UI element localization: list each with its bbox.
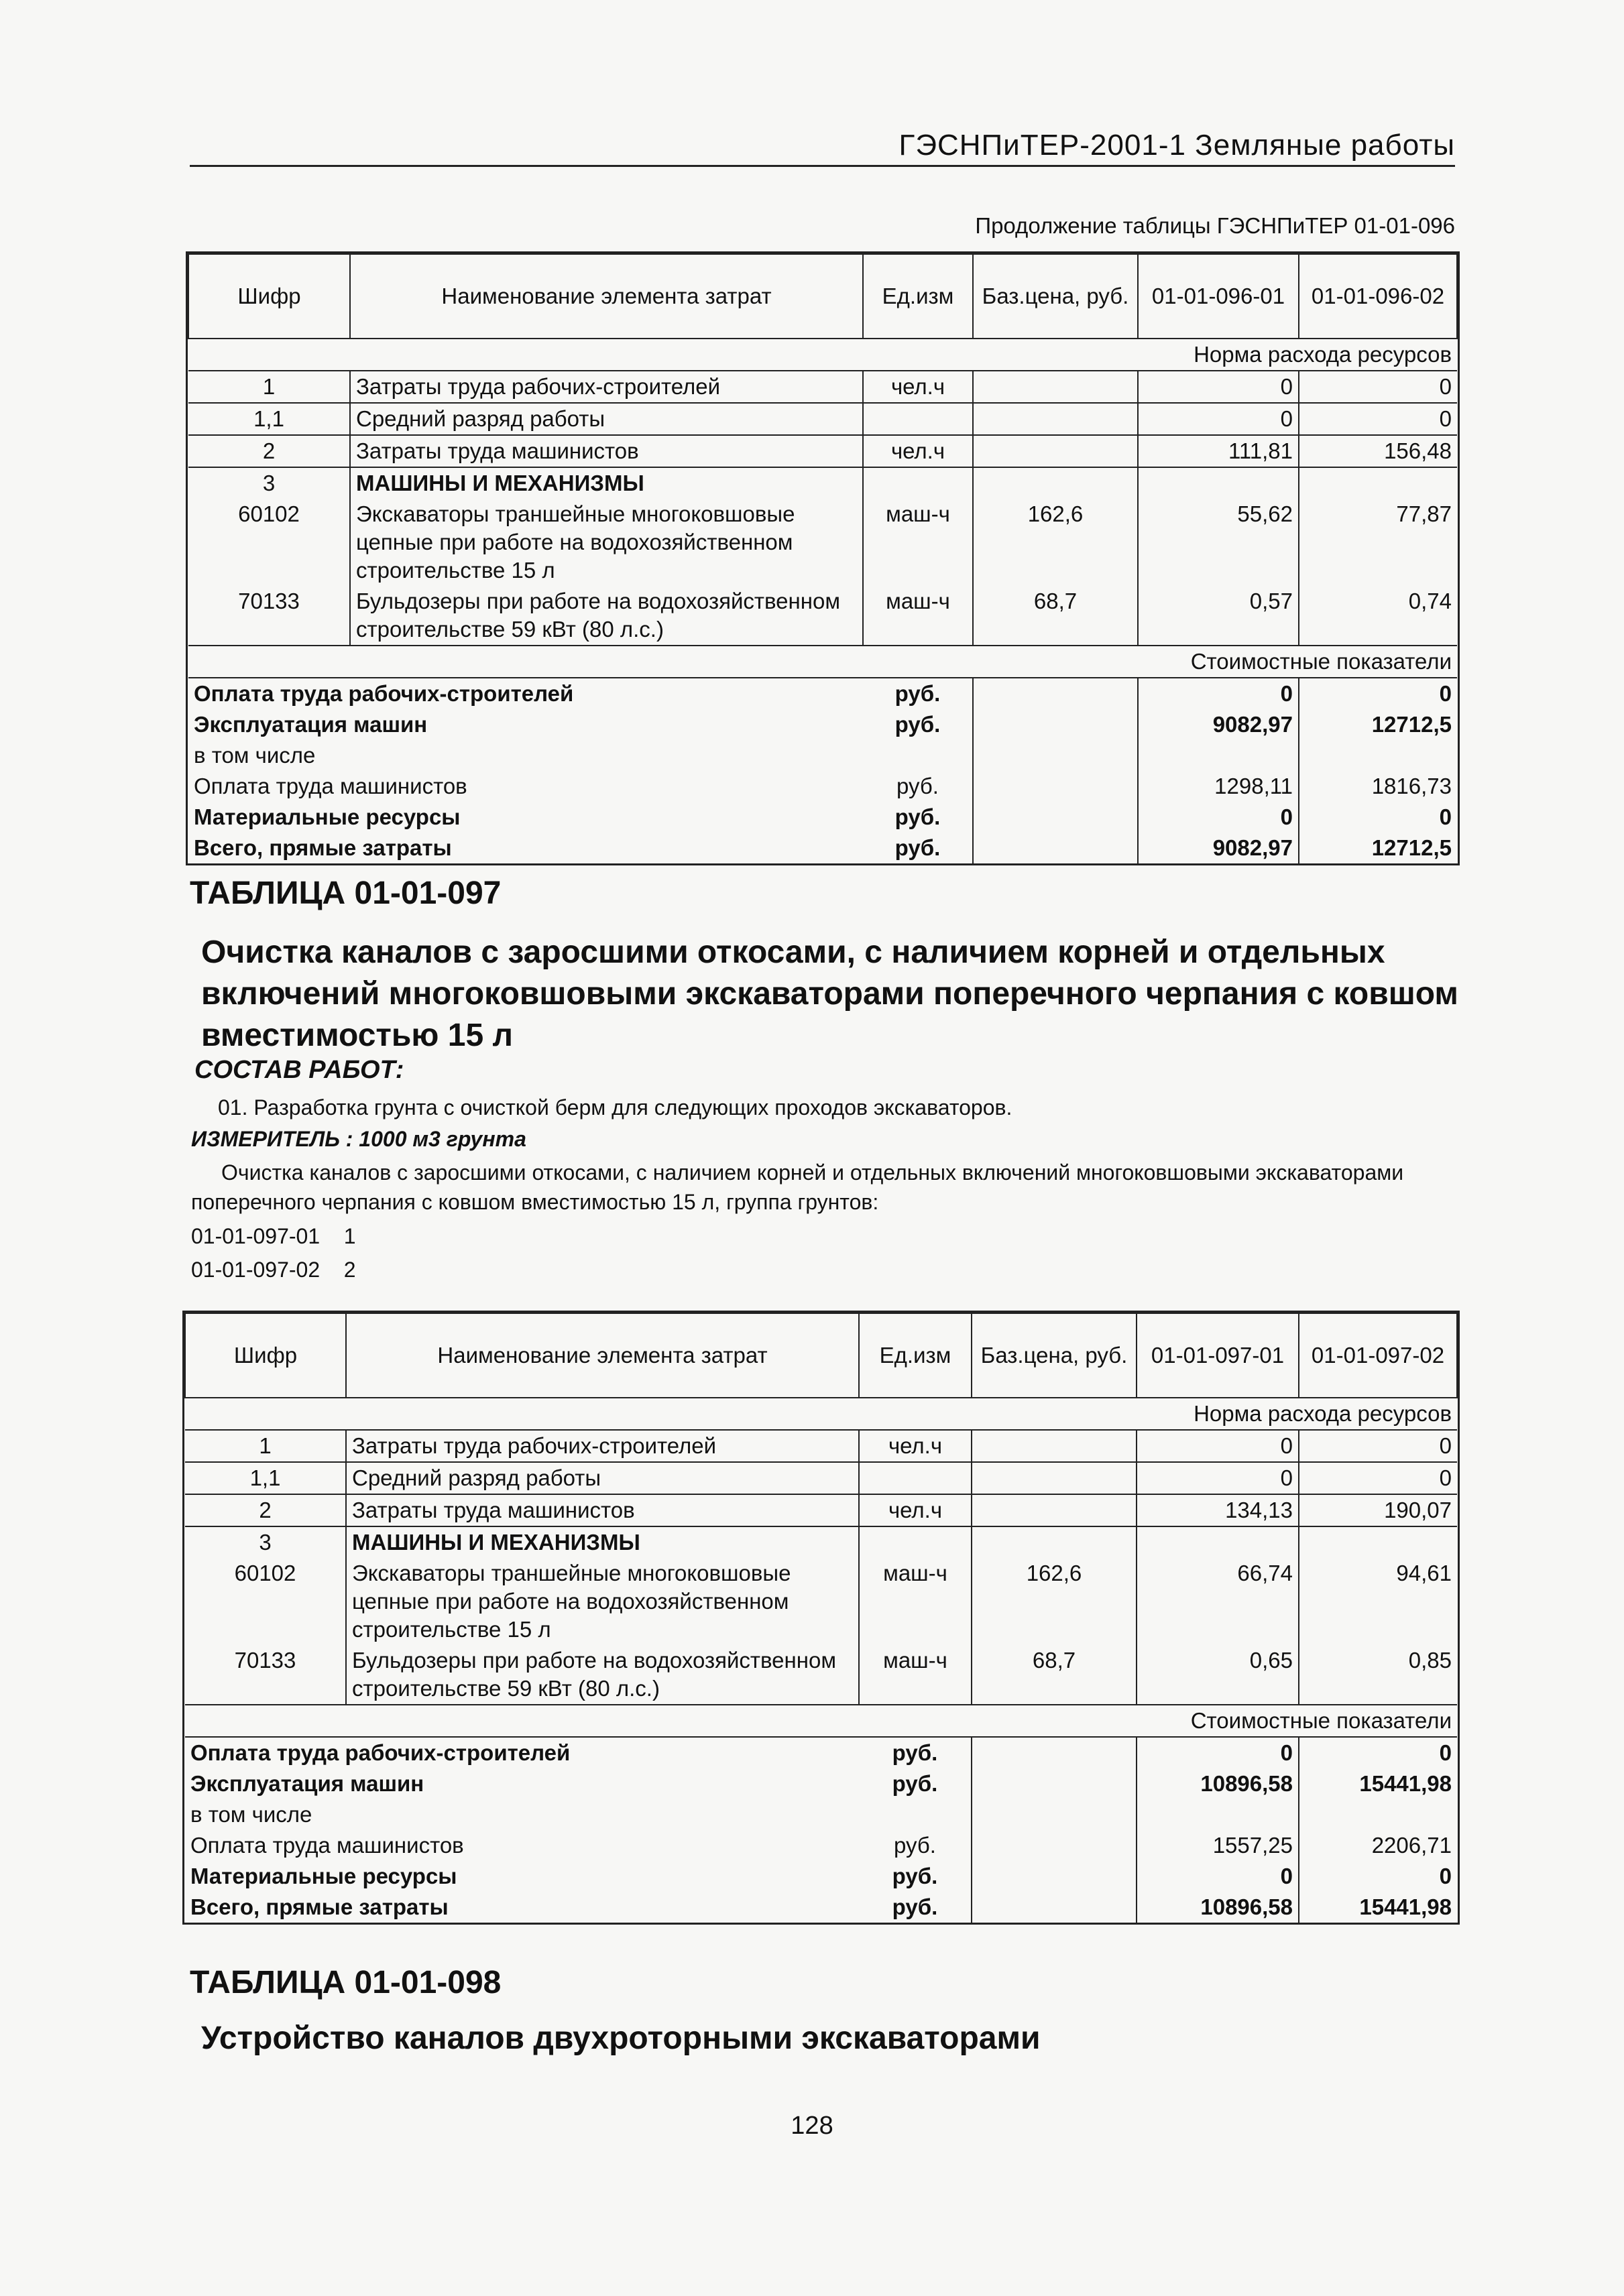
running-header: ГЭСНПиТЕР-2001-1 Земляные работы bbox=[190, 129, 1455, 167]
variant-code: 01-01-097-02 bbox=[191, 1258, 321, 1282]
cost-unit: руб. bbox=[894, 804, 941, 829]
cost-unit bbox=[859, 1799, 972, 1830]
cost-name: Оплата труда рабочих-строителей bbox=[194, 681, 574, 706]
row-value-1 bbox=[1137, 1526, 1299, 1558]
row-price bbox=[972, 1430, 1137, 1462]
row-price bbox=[973, 435, 1138, 467]
row-value-1: 134,13 bbox=[1137, 1494, 1299, 1526]
row-code: 3 bbox=[262, 471, 276, 495]
row-value-2: 0 bbox=[1299, 403, 1457, 435]
cost-value-2: 2206,71 bbox=[1371, 1833, 1452, 1858]
cost-value-1: 10896,58 bbox=[1137, 1768, 1299, 1799]
row-code: 70133 bbox=[188, 586, 350, 646]
cost-value-2: 0 bbox=[1439, 804, 1452, 829]
row-unit: маш-ч bbox=[863, 586, 973, 646]
row-value-2 bbox=[1299, 467, 1457, 499]
row-unit: маш-ч bbox=[863, 499, 973, 586]
cost-row bbox=[188, 709, 1457, 740]
table-row bbox=[185, 1494, 1457, 1526]
col-variant-1: 01-01-096-01 bbox=[1138, 254, 1299, 339]
col-name: Наименование элемента затрат bbox=[346, 1313, 859, 1398]
row-value-1: 66,74 bbox=[1137, 1558, 1299, 1645]
cost-unit: руб. bbox=[892, 1740, 938, 1765]
col-unit: Ед.изм bbox=[859, 1313, 972, 1398]
row-unit: маш-ч bbox=[859, 1558, 972, 1645]
cost-value-2 bbox=[1299, 1799, 1457, 1830]
cost-row bbox=[188, 771, 1457, 802]
cost-row bbox=[185, 1737, 1457, 1768]
row-value-2: 94,61 bbox=[1396, 1561, 1452, 1585]
row-price bbox=[972, 1462, 1137, 1494]
variant-row bbox=[191, 1255, 356, 1284]
row-code: 60102 bbox=[234, 1561, 296, 1585]
table-row bbox=[185, 1558, 1457, 1645]
cost-name: в том числе bbox=[190, 1802, 312, 1827]
row-unit bbox=[863, 467, 973, 499]
variant-code: 01-01-097-01 bbox=[191, 1224, 321, 1248]
resource-table-097 bbox=[184, 1313, 1458, 1923]
row-value-1: 0 bbox=[1137, 1430, 1299, 1462]
cost-value-2: 15441,98 bbox=[1359, 1771, 1452, 1796]
table-row bbox=[185, 1645, 1457, 1705]
row-value-1: 0,65 bbox=[1137, 1645, 1299, 1705]
row-price bbox=[973, 403, 1138, 435]
row-value-1: 0 bbox=[1137, 1462, 1299, 1494]
table-description-097: Очистка каналов с заросшими откосами, с наличием корней и отдельных включений многоковшовыми экскаваторами поперечного черпания с ковшом вместимостью 15 л bbox=[201, 934, 1458, 1053]
row-value-2: 156,48 bbox=[1299, 435, 1457, 467]
table-caption: Продолжение таблицы ГЭСНПиТЕР 01-01-096 bbox=[975, 213, 1455, 238]
cost-unit: руб. bbox=[892, 1864, 938, 1888]
cost-value-1: 0 bbox=[1137, 1861, 1299, 1892]
cost-value-1 bbox=[1138, 740, 1299, 771]
table-row bbox=[188, 467, 1457, 499]
row-name: Затраты труда рабочих-строителей bbox=[350, 371, 863, 403]
norm-label: Норма расхода ресурсов bbox=[188, 339, 1457, 371]
col-code: Шифр bbox=[185, 1313, 346, 1398]
row-code: 60102 bbox=[238, 501, 300, 526]
cost-value-1: 0 bbox=[1138, 802, 1299, 833]
cost-row bbox=[185, 1830, 1457, 1861]
row-name: Бульдозеры при работе на водохозяйственном строительстве 59 кВт (80 л.с.) bbox=[350, 586, 863, 646]
cost-row bbox=[185, 1892, 1457, 1923]
cost-unit: руб. bbox=[894, 1833, 936, 1858]
row-unit: чел.ч bbox=[859, 1494, 972, 1526]
table-row bbox=[188, 403, 1457, 435]
cost-value-1: 1557,25 bbox=[1137, 1830, 1299, 1861]
col-price: Баз.цена, руб. bbox=[972, 1313, 1137, 1398]
variants-intro: Очистка каналов с заросшими откосами, с наличием корней и отдельных включений многоковшовыми экскаваторами поперечного черпания с ковшом вместимостью 15 л, группа грунтов: bbox=[191, 1160, 1404, 1214]
page-number: 128 bbox=[791, 2112, 833, 2140]
cost-value-2: 0 bbox=[1439, 1740, 1452, 1765]
table-title-097: ТАБЛИЦА 01-01-097 bbox=[190, 875, 502, 911]
cost-value-1: 0 bbox=[1138, 678, 1299, 709]
row-price bbox=[972, 1494, 1137, 1526]
cost-value-1: 9082,97 bbox=[1138, 709, 1299, 740]
table-row bbox=[185, 1430, 1457, 1462]
cost-value-2: 0 bbox=[1439, 681, 1452, 706]
row-value-1: 55,62 bbox=[1138, 499, 1299, 586]
table-row bbox=[185, 1462, 1457, 1494]
cost-value-1: 9082,97 bbox=[1138, 833, 1299, 863]
col-price: Баз.цена, руб. bbox=[973, 254, 1138, 339]
cost-value-1 bbox=[1137, 1799, 1299, 1830]
table-description-098: Устройство каналов двухроторными экскаваторами bbox=[201, 2020, 1041, 2056]
row-name: Бульдозеры при работе на водохозяйственном строительстве 59 кВт (80 л.с.) bbox=[346, 1645, 859, 1705]
row-name: Экскаваторы траншейные многоковшовые цепные при работе на водохозяйственном строительстве 15 л bbox=[350, 499, 863, 586]
cost-value-2: 1816,73 bbox=[1371, 774, 1452, 798]
cost-unit: руб. bbox=[894, 681, 941, 706]
cost-name: Оплата труда машинистов bbox=[194, 774, 467, 798]
row-price: 162,6 bbox=[972, 1558, 1137, 1645]
cost-name: Всего, прямые затраты bbox=[190, 1894, 449, 1919]
cost-unit: руб. bbox=[894, 712, 941, 737]
row-value-2: 0 bbox=[1299, 371, 1457, 403]
row-price bbox=[972, 1526, 1137, 1558]
norm-label: Норма расхода ресурсов bbox=[185, 1398, 1457, 1430]
cost-name: в том числе bbox=[194, 743, 316, 768]
cost-row bbox=[188, 678, 1457, 709]
cost-label: Стоимостные показатели bbox=[188, 646, 1457, 678]
cost-unit: руб. bbox=[892, 1771, 938, 1796]
cost-name: Эксплуатация машин bbox=[194, 712, 428, 737]
row-price: 162,6 bbox=[973, 499, 1138, 586]
cost-row bbox=[188, 802, 1457, 833]
row-unit bbox=[859, 1462, 972, 1494]
meter-label: ИЗМЕРИТЕЛЬ : 1000 м3 грунта bbox=[191, 1127, 526, 1151]
row-code: 1 bbox=[185, 1430, 346, 1462]
cost-value-2: 12712,5 bbox=[1371, 712, 1452, 737]
row-unit bbox=[859, 1526, 972, 1558]
cost-row bbox=[188, 740, 1457, 771]
table-row bbox=[188, 586, 1457, 646]
cost-label: Стоимостные показатели bbox=[185, 1705, 1457, 1737]
row-price bbox=[973, 371, 1138, 403]
row-code: 2 bbox=[188, 435, 350, 467]
row-code: 3 bbox=[259, 1530, 272, 1555]
variant-value: 1 bbox=[343, 1224, 356, 1248]
row-name: МАШИНЫ И МЕХАНИЗМЫ bbox=[346, 1526, 859, 1558]
row-value-2: 190,07 bbox=[1299, 1494, 1457, 1526]
cost-value-2: 0 bbox=[1439, 1864, 1452, 1888]
cost-row bbox=[185, 1799, 1457, 1830]
variant-row bbox=[191, 1221, 356, 1251]
row-code: 1,1 bbox=[188, 403, 350, 435]
table-header-row bbox=[185, 1313, 1457, 1398]
row-name: Средний разряд работы bbox=[346, 1462, 859, 1494]
row-name: Затраты труда машинистов bbox=[350, 435, 863, 467]
row-value-1 bbox=[1138, 467, 1299, 499]
table-row bbox=[188, 499, 1457, 586]
cost-value-1: 10896,58 bbox=[1137, 1892, 1299, 1923]
sostav-label: СОСТАВ РАБОТ: bbox=[194, 1056, 404, 1084]
cost-name: Всего, прямые затраты bbox=[194, 835, 452, 860]
cost-name: Материальные ресурсы bbox=[190, 1864, 457, 1888]
work-item: 01. Разработка грунта с очисткой берм для следующих проходов экскаваторов. bbox=[218, 1095, 1012, 1120]
row-value-2 bbox=[1299, 1526, 1457, 1558]
cost-name: Оплата труда машинистов bbox=[190, 1833, 464, 1858]
row-price bbox=[973, 467, 1138, 499]
table-row bbox=[188, 435, 1457, 467]
row-value-1: 111,81 bbox=[1138, 435, 1299, 467]
cost-value-2: 15441,98 bbox=[1359, 1894, 1452, 1919]
cost-value-1: 0 bbox=[1137, 1737, 1299, 1768]
col-variant-1: 01-01-097-01 bbox=[1137, 1313, 1299, 1398]
col-variant-2: 01-01-097-02 bbox=[1299, 1313, 1457, 1398]
table-title-098: ТАБЛИЦА 01-01-098 bbox=[190, 1965, 502, 2000]
cost-value-2 bbox=[1299, 740, 1457, 771]
row-value-2: 0 bbox=[1299, 1462, 1457, 1494]
row-code: 1,1 bbox=[185, 1462, 346, 1494]
col-variant-2: 01-01-096-02 bbox=[1299, 254, 1457, 339]
cost-unit: руб. bbox=[892, 1894, 938, 1919]
row-name: Средний разряд работы bbox=[350, 403, 863, 435]
col-unit: Ед.изм bbox=[863, 254, 973, 339]
row-price: 68,7 bbox=[972, 1645, 1137, 1705]
cost-name: Оплата труда рабочих-строителей bbox=[190, 1740, 571, 1765]
col-name: Наименование элемента затрат bbox=[350, 254, 863, 339]
row-unit: чел.ч bbox=[859, 1430, 972, 1462]
row-value-1: 0,57 bbox=[1138, 586, 1299, 646]
cost-unit bbox=[863, 740, 973, 771]
resource-table-096 bbox=[188, 253, 1458, 863]
cost-unit: руб. bbox=[896, 774, 939, 798]
cost-value-1: 1298,11 bbox=[1138, 771, 1299, 802]
table-row bbox=[185, 1526, 1457, 1558]
cost-value-2: 12712,5 bbox=[1371, 835, 1452, 860]
row-value-2: 77,87 bbox=[1396, 501, 1452, 526]
row-code: 2 bbox=[185, 1494, 346, 1526]
row-unit: чел.ч bbox=[863, 435, 973, 467]
row-name: Затраты труда рабочих-строителей bbox=[346, 1430, 859, 1462]
row-name: Затраты труда машинистов bbox=[346, 1494, 859, 1526]
table-row bbox=[188, 371, 1457, 403]
row-unit: маш-ч bbox=[859, 1645, 972, 1705]
row-value-2: 0,85 bbox=[1299, 1645, 1457, 1705]
row-unit: чел.ч bbox=[863, 371, 973, 403]
cost-row bbox=[188, 833, 1457, 863]
variant-value: 2 bbox=[343, 1258, 356, 1282]
row-code: 1 bbox=[188, 371, 350, 403]
row-unit bbox=[863, 403, 973, 435]
row-name: Экскаваторы траншейные многоковшовые цепные при работе на водохозяйственном строительстве 15 л bbox=[346, 1558, 859, 1645]
cost-row bbox=[185, 1861, 1457, 1892]
cost-name: Эксплуатация машин bbox=[190, 1771, 424, 1796]
cost-name: Материальные ресурсы bbox=[194, 804, 461, 829]
row-value-1: 0 bbox=[1138, 403, 1299, 435]
row-code: 70133 bbox=[185, 1645, 346, 1705]
row-name: МАШИНЫ И МЕХАНИЗМЫ bbox=[350, 467, 863, 499]
cost-unit: руб. bbox=[894, 835, 941, 860]
row-value-2: 0,74 bbox=[1299, 586, 1457, 646]
row-value-1: 0 bbox=[1138, 371, 1299, 403]
row-value-2: 0 bbox=[1299, 1430, 1457, 1462]
table-header-row bbox=[188, 254, 1457, 339]
col-code: Шифр bbox=[188, 254, 350, 339]
cost-row bbox=[185, 1768, 1457, 1799]
row-price: 68,7 bbox=[973, 586, 1138, 646]
